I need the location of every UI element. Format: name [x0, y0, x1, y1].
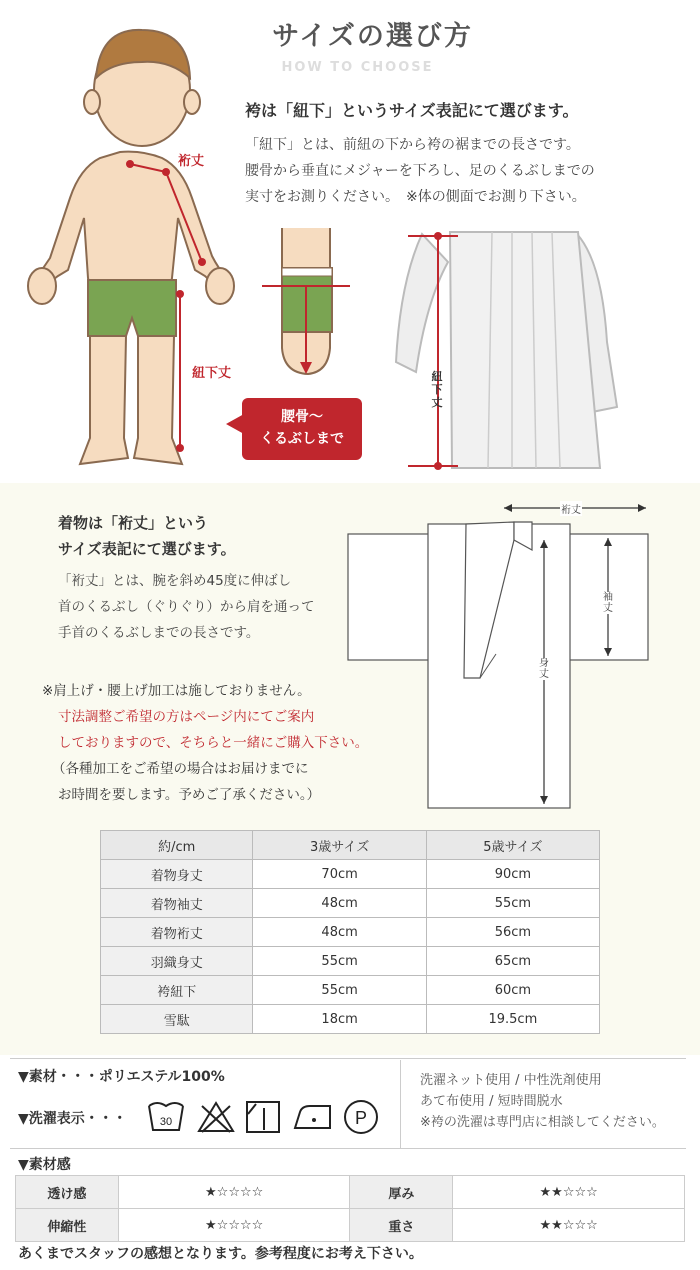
- divider-top: [10, 1058, 686, 1059]
- kimono-mi-char-2: 丈: [539, 669, 549, 680]
- kimono-sode-char-1: 袖: [603, 592, 613, 603]
- care-line-2: あて布使用 / 短時間脱水: [420, 1094, 563, 1109]
- size-header-3y: 3歳サイズ: [253, 831, 426, 860]
- care-line-3: ※袴の洗濯は専門店に相談してください。: [420, 1115, 665, 1130]
- table-row: [16, 1176, 685, 1209]
- table-cell: 羽織身丈: [101, 947, 253, 976]
- feel-name: 透け感: [16, 1176, 119, 1209]
- note-line-5: お時間を要します。予めご了承ください。）: [58, 787, 321, 803]
- iron-low-icon: [292, 1100, 336, 1134]
- feel-name: 重さ: [350, 1209, 453, 1242]
- table-cell: 18cm: [253, 1005, 426, 1034]
- kimono-sode-char-2: 丈: [603, 603, 613, 614]
- table-cell: 48cm: [253, 918, 426, 947]
- feel-name: 伸縮性: [16, 1209, 119, 1242]
- table-row: [101, 889, 600, 918]
- no-bleach-icon: [196, 1100, 236, 1134]
- table-cell: 19.5cm: [426, 1005, 599, 1034]
- table-cell: 雪駄: [101, 1005, 253, 1034]
- kimono-line-2: 首のくるぶし（ぐりぐり）から肩を通って: [58, 599, 315, 615]
- hakama-line-1: 「紐下」とは、前紐の下から袴の裾までの長さです。: [245, 137, 580, 153]
- table-cell: 袴紐下: [101, 976, 253, 1005]
- size-table-header-row: [101, 831, 600, 860]
- kimono-lead-1: 着物は「裄丈」という: [58, 514, 209, 532]
- material-label: ▼素材・・・ポリエステル100%: [18, 1069, 225, 1085]
- bubble-line-1: 腰骨～: [281, 409, 323, 425]
- table-cell: 着物身丈: [101, 860, 253, 889]
- table-row: [101, 947, 600, 976]
- divider-vertical: [400, 1060, 401, 1148]
- wash-30-icon: [146, 1100, 186, 1134]
- hakama-diagram: [392, 222, 622, 472]
- hakama-line-2: 腰骨から垂直にメジャーを下ろし、足のくるぶしまでの: [245, 163, 595, 179]
- hakama-section: [0, 0, 700, 483]
- table-cell: 60cm: [426, 976, 599, 1005]
- table-cell: 55cm: [253, 976, 426, 1005]
- table-row: [101, 918, 600, 947]
- page-title: サイズの選び方: [272, 21, 473, 52]
- footer-note: あくまでスタッフの感想となります。参考程度にお考え下さい。: [18, 1246, 423, 1262]
- hakama-diagram-label: [430, 370, 444, 409]
- boy-measurement-illustration: [20, 18, 260, 478]
- table-cell: 55cm: [253, 947, 426, 976]
- table-row: [16, 1209, 685, 1242]
- hakama-diagram-char-1: 紐: [431, 370, 443, 383]
- drip-dry-shade-icon: [244, 1100, 284, 1134]
- page-subtitle: HOW TO CHOOSE: [281, 60, 434, 75]
- size-table: [100, 830, 600, 1034]
- hakama-lead: 袴は「紐下」というサイズ表記にて選びます。: [245, 101, 579, 120]
- feel-table: [15, 1175, 685, 1242]
- table-cell: 65cm: [426, 947, 599, 976]
- himoshita-label: 紐下丈: [192, 366, 232, 381]
- table-cell: 70cm: [253, 860, 426, 889]
- divider-bottom: [10, 1148, 686, 1149]
- feel-rating: ★★☆☆☆: [453, 1176, 685, 1209]
- table-row: [101, 1005, 600, 1034]
- table-row: [101, 976, 600, 1005]
- hakama-diagram-char-2: 下: [431, 383, 443, 396]
- kimono-diagram: [346, 494, 656, 814]
- kimono-line-3: 手首のくるぶしまでの長さです。: [58, 625, 260, 641]
- feel-rating: ★☆☆☆☆: [118, 1176, 350, 1209]
- kimono-sode-label: [603, 592, 613, 614]
- leg-closeup-illustration: [262, 228, 352, 378]
- yuki-label: 裄丈: [178, 154, 205, 169]
- hakama-line-3: 実寸をお測りください。 ※体の側面でお測り下さい。: [245, 189, 586, 205]
- wash-30-text: 30: [159, 1116, 173, 1128]
- table-cell: 着物袖丈: [101, 889, 253, 918]
- table-cell: 着物裄丈: [101, 918, 253, 947]
- note-line-3: しておりますので、そちらと一緒にご購入下さい。: [58, 735, 369, 751]
- note-line-1: ※肩上げ・腰上げ加工は施しておりません。: [42, 683, 311, 699]
- kimono-line-1: 「裄丈」とは、腕を斜め45度に伸ばし: [58, 573, 292, 589]
- measurement-bubble: [242, 398, 362, 460]
- kimono-lead-2: サイズ表記にて選びます。: [58, 540, 236, 558]
- bubble-line-2: くるぶしまで: [260, 431, 344, 447]
- care-line-1: 洗濯ネット使用 / 中性洗剤使用: [420, 1073, 602, 1088]
- dry-clean-p-icon: [342, 1099, 380, 1135]
- kimono-yuki-label: 裄丈: [560, 501, 582, 516]
- kimono-mi-label: [539, 658, 549, 680]
- feel-rating: ★☆☆☆☆: [118, 1209, 350, 1242]
- hakama-diagram-char-3: 丈: [431, 396, 443, 409]
- note-line-4: （各種加工をご希望の場合はお届けまでに: [52, 761, 309, 777]
- table-cell: 48cm: [253, 889, 426, 918]
- dry-clean-p-text: P: [354, 1108, 368, 1128]
- wash-label: ▼洗濯表示・・・: [18, 1111, 127, 1127]
- table-cell: 55cm: [426, 889, 599, 918]
- kimono-mi-char-1: 身: [539, 658, 549, 669]
- table-cell: 90cm: [426, 860, 599, 889]
- table-cell: 56cm: [426, 918, 599, 947]
- feel-name: 厚み: [350, 1176, 453, 1209]
- size-header-unit: 約/cm: [101, 831, 253, 860]
- table-row: [101, 860, 600, 889]
- note-line-2: 寸法調整ご希望の方はページ内にてご案内: [58, 709, 315, 725]
- size-header-5y: 5歳サイズ: [426, 831, 599, 860]
- feel-label: ▼素材感: [18, 1157, 71, 1173]
- bubble-pointer: [226, 414, 244, 434]
- feel-rating: ★★☆☆☆: [453, 1209, 685, 1242]
